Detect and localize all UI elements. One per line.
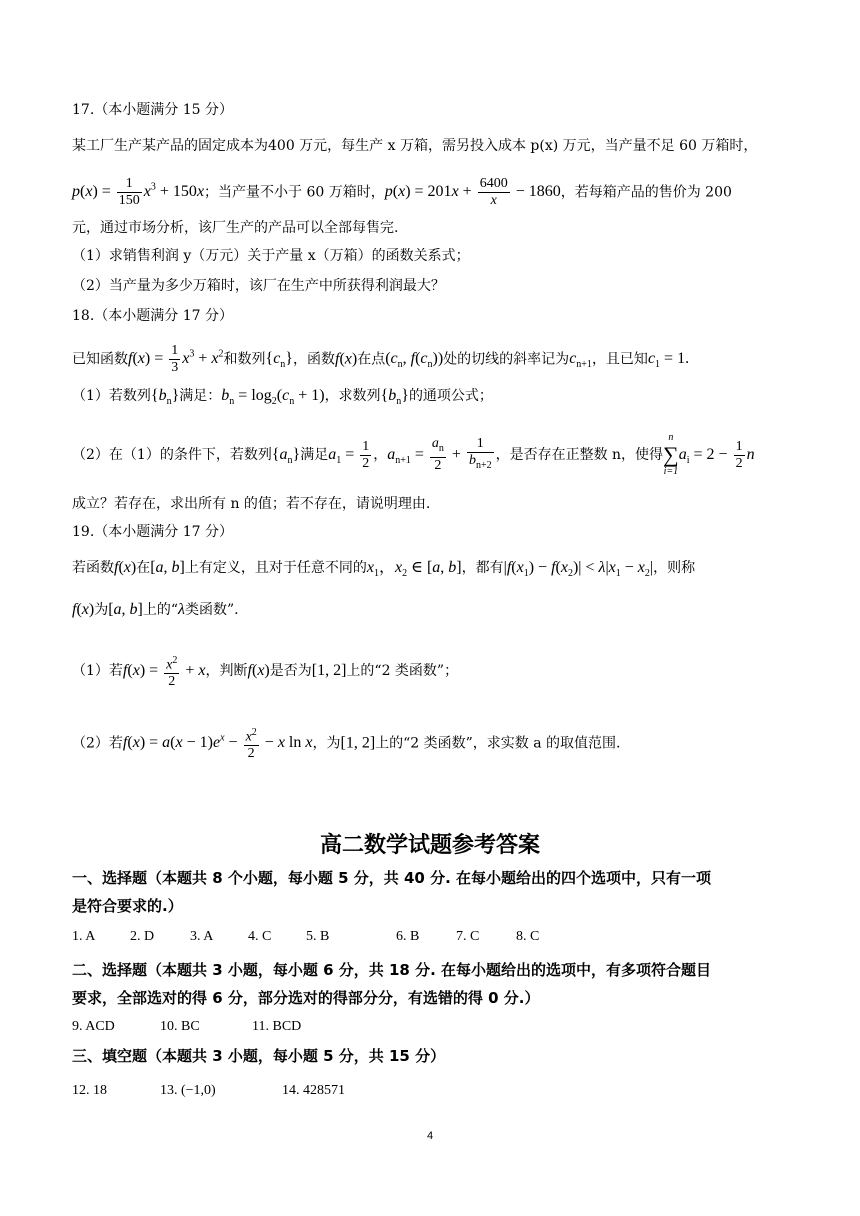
answer-1: 1. A	[72, 929, 96, 944]
q17-formula-p2: p(x) = 201x + $\frac{6400}{x}$ − 1860	[384, 176, 561, 209]
q18-formula-fx: f(x)	[334, 350, 358, 368]
q19-formula-ineq: $|f(x_1) - f(x_2)| < \lambda|x_1 - x_2|$	[503, 559, 654, 580]
answer-3: 3. A	[190, 929, 214, 944]
q18-sub1	[72, 386, 800, 412]
q19-formula-interval1: [1, 2]	[311, 662, 347, 679]
q18-formula-a1: $a_1$ = $\frac{1}{2}$	[328, 438, 370, 471]
q19-text-b: 在	[136, 560, 151, 576]
q18-formula-point: ($c_n$, $f(c_n)$)	[385, 350, 444, 371]
q19-formula-fx: f(x)	[114, 559, 137, 576]
q18-text-b: 和数列	[223, 351, 266, 368]
q17-line3: 元，通过市场分析，该厂生产的产品可以全部每售完.	[72, 220, 399, 236]
q18-text-f: ，且已知	[591, 351, 648, 368]
q18-sub2: （2）在（1）的条件下，若数列$\{a_n\}$满足$a_1$ = $\frac{1}{2}$ ，$a_{n+1}$ = $\frac{a_n}{2}$ + $\frac{1}{b_{n+2}}$ ，是否存在正整数 n，使得 n ∑ i=1 $a_i = 2$ − $\frac{1}{2}$ n	[72, 432, 755, 478]
q18-formula-cn1: $c_{n+1}$	[569, 350, 592, 371]
answer-7: 7. C	[456, 929, 480, 944]
q19-formula-x1x2: $x_1$，$x_2$ ∈ [a, b]	[366, 559, 462, 580]
q18-text-a: 已知函数	[72, 351, 128, 368]
q18-formula-bn2: $\{b_n\}$	[380, 387, 409, 408]
q18-formula-c1: $c_1 = 1$.	[647, 350, 690, 371]
q19-sub1-c: 是否为	[269, 663, 312, 679]
q18-formula-sum: n ∑ i=1 $a_i = 2$ − $\frac{1}{2}$ n	[663, 432, 755, 478]
q18-sub2-c: ，是否存在正整数 n，使得	[495, 447, 664, 463]
q19-formula-fx2: f(x)	[72, 601, 95, 618]
section2-answers	[72, 1016, 800, 1037]
q19-text-a: 若函数	[72, 560, 114, 576]
q19-sub2-c: 上的“2 类函数”，求实数 a 的取值范围.	[375, 735, 621, 752]
q19-sub1-a: （1）若	[72, 663, 123, 679]
section2-heading-cont: 要求，全部选对的得 6 分，部分选对的得部分分，有选错的得 0 分.）	[72, 989, 540, 1007]
q18-formula-cn: $\{c_n\}$	[265, 350, 293, 371]
q19-formula-ab2: [a, b]	[108, 601, 143, 618]
q17-line2-tail: ，若每箱产品的售价为 200	[560, 184, 732, 201]
q19-sub1	[72, 648, 800, 694]
q17-sub2: （2）当产量为多少万箱时，该厂在生产中所获得利润最大？	[72, 278, 445, 294]
answer-8: 8. C	[516, 929, 540, 944]
q19-line2	[72, 600, 800, 620]
q19-sub2-b: ，为	[312, 735, 341, 752]
q19-formula-ab: [a, b]	[150, 559, 185, 576]
q18-sub2-b: 满足	[300, 447, 329, 463]
q18-text-c: ，函数	[292, 351, 335, 368]
q18-formula-an: $\{a_n\}$	[271, 446, 301, 467]
q18-sub1-c: ，求数列	[324, 388, 381, 404]
q18-sub2-a: （2）在（1）的条件下，若数列	[72, 447, 272, 463]
page-number: 4	[426, 1130, 434, 1142]
q18-header: 18.（本小题满分 17 分）	[72, 308, 233, 324]
answer-14: 14. 428571	[282, 1083, 345, 1098]
q19-sub2-a: （2）若	[72, 735, 123, 752]
q17-header: 17.（本小题满分 15 分）	[72, 102, 233, 118]
q19-sub1-d: 上的“2 类函数”；	[346, 663, 459, 679]
q18-formula-bn: $\{b_n\}$	[150, 387, 180, 408]
q18-sub1-b: 满足：	[179, 388, 222, 404]
answer-10: 10. BC	[160, 1019, 200, 1034]
q18-sub2-end: 成立？若存在，求出所有 n 的值；若不存在，请说明理由.	[72, 496, 431, 512]
answer-6: 6. B	[396, 929, 420, 944]
q18-text-d: 在点	[357, 351, 386, 368]
q19-sub1-b: ，判断	[205, 663, 248, 679]
q19-text-d: ，都有	[461, 560, 504, 576]
section1-heading-cont: 是符合要求的.）	[72, 897, 183, 915]
answer-11: 11. BCD	[252, 1019, 302, 1034]
q19-formula-f1: f(x) = $\frac{x^2}{2}$ + x	[122, 654, 206, 690]
q17-line2	[72, 168, 800, 208]
q19-sub2	[72, 716, 800, 762]
q18-sub1-d: 的通项公式；	[408, 388, 493, 404]
q19-header: 19.（本小题满分 17 分）	[72, 524, 233, 540]
q18-formula-bn-def: $b_n = \log_2(c_n + 1)$	[221, 387, 325, 408]
q19-formula-f2: $f(x) = a(x - 1)e^x$ − $\frac{x^2}{2}$ − x ln x	[122, 726, 313, 762]
section3-answers	[72, 1080, 800, 1101]
q18-text-e: 处的切线的斜率记为	[443, 351, 570, 368]
section1-answers	[72, 926, 800, 947]
answer-5: 5. B	[306, 929, 330, 944]
section3-heading: 三、填空题（本题共 3 小题，每小题 5 分，共 15 分）	[72, 1047, 446, 1065]
answer-key-title: 高二数学试题参考答案	[319, 833, 540, 858]
q19-formula-interval2: [1, 2]	[340, 734, 376, 752]
q19-line2-a: 为	[94, 602, 109, 618]
q19-line2-b: 上的“	[142, 602, 179, 618]
answer-9: 9. ACD	[72, 1019, 115, 1034]
q17-sub1: （1）求销售利润 y（万元）关于产量 x（万箱）的函数关系式；	[72, 248, 470, 264]
section1-heading: 一、选择题（本题共 8 个小题，每小题 5 分，共 40 分. 在每小题给出的四个选项中，只有一项	[72, 869, 712, 887]
q17-line2-mid: ；当产量不小于 60 万箱时，	[204, 184, 385, 201]
q19-text-c: 上有定义，且对于任意不同的	[184, 560, 367, 576]
q19-line1	[72, 558, 800, 584]
answer-13: 13. (−1,0)	[160, 1083, 216, 1098]
q17-formula-p1: p(x) = $\frac{1}{150}$ $x^3 + 150x$	[72, 176, 205, 209]
q18-formula-recur: $a_{n+1}$ = $\frac{a_n}{2}$ + $\frac{1}{b_{n+2}}$	[387, 436, 492, 474]
answer-12: 12. 18	[72, 1083, 107, 1098]
answer-4: 4. C	[248, 929, 272, 944]
q19-formula-lambda: λ	[178, 601, 185, 618]
q17-line1: 某工厂生产某产品的固定成本为400 万元，每生产 x 万箱，需另投入成本 p(x) 万元，当产量不足 60 万箱时，	[72, 138, 758, 154]
answer-2: 2. D	[130, 929, 155, 944]
q18-line1	[72, 334, 800, 376]
q19-text-e: ，则称	[653, 560, 696, 576]
q18-formula-f: f(x) = $\frac{1}{3}$ $x^3 + x^2$	[128, 343, 224, 376]
section2-heading: 二、选择题（本题共 3 小题，每小题 6 分，共 18 分. 在每小题给出的选项中，有多项符合题目	[72, 961, 712, 979]
q19-formula-fx3: f(x)	[247, 662, 270, 679]
q19-line2-c: 类函数”.	[184, 602, 239, 618]
q18-sub1-a: （1）若数列	[72, 388, 151, 404]
